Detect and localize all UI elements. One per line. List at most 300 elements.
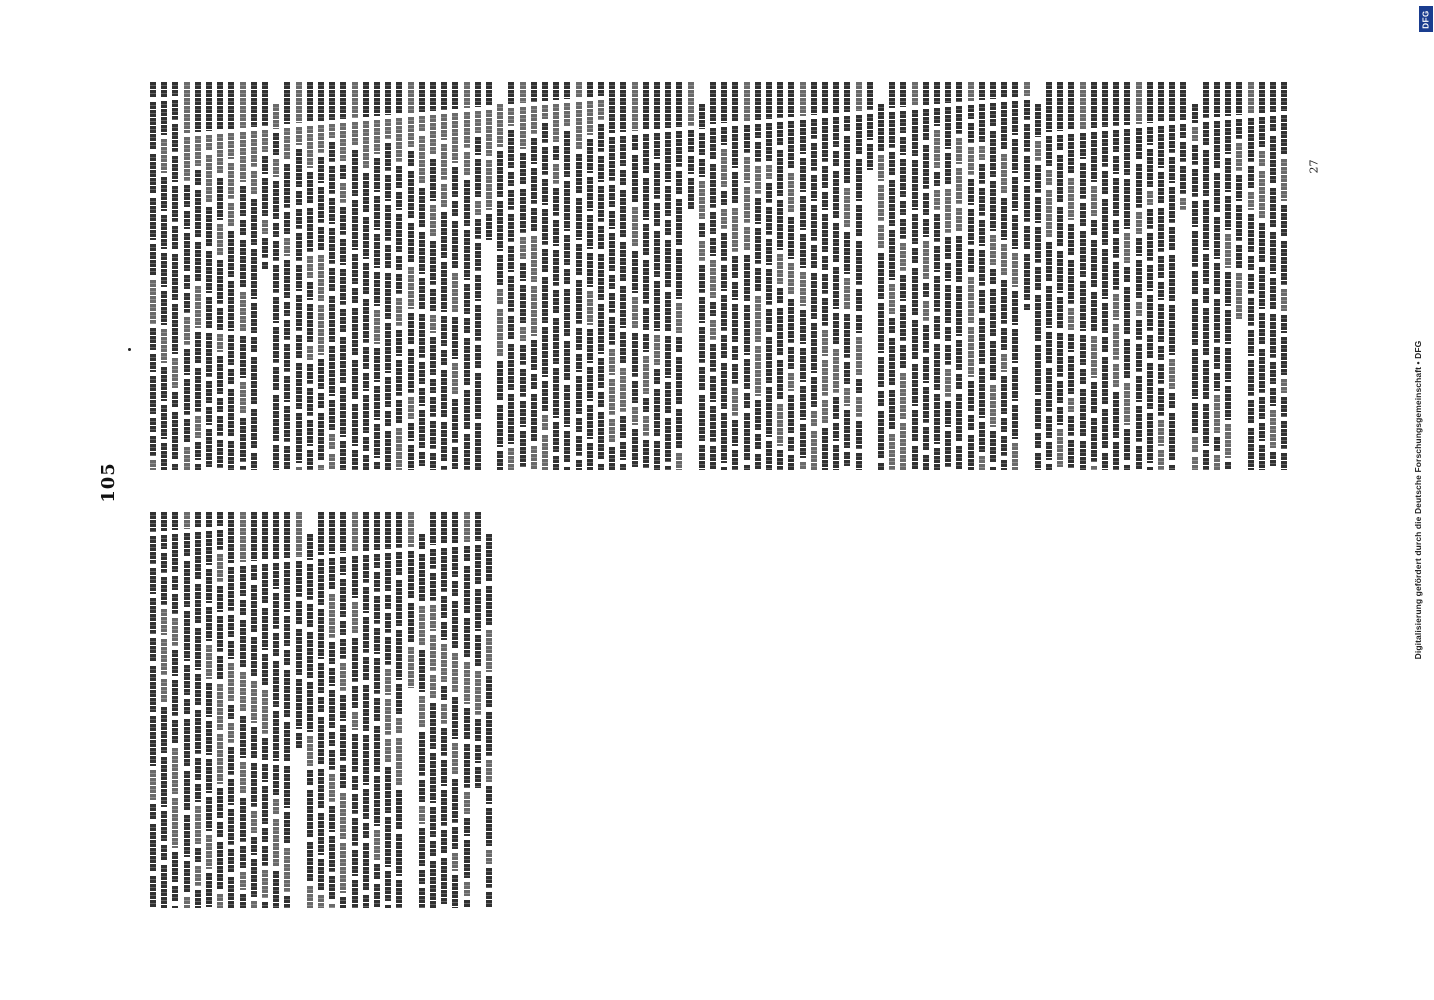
text-line-segment — [766, 82, 772, 119]
text-line-segment — [352, 512, 358, 552]
text-line-segment — [217, 178, 223, 220]
text-line-segment — [643, 134, 649, 174]
text-line-segment — [576, 418, 582, 432]
text-line-segment — [710, 344, 716, 372]
text-line-segment — [340, 207, 346, 235]
text-line-segment — [363, 437, 369, 451]
text-line-segment — [452, 273, 458, 313]
text-line-segment — [1091, 82, 1097, 128]
text-line-segment — [228, 389, 234, 437]
text-line-segment — [777, 254, 783, 284]
text-line-segment — [1214, 455, 1220, 470]
text-line-segment — [688, 82, 694, 126]
text-line-segment — [1281, 159, 1287, 201]
text-line-segment — [363, 121, 369, 169]
text-line-segment — [475, 767, 481, 788]
text-line-segment — [408, 349, 414, 393]
text-line-segment — [240, 872, 246, 890]
text-line-segment — [486, 868, 492, 888]
text-line-segment — [856, 205, 862, 237]
text-line-segment — [1057, 135, 1063, 151]
text-line-segment — [553, 368, 559, 418]
text-line-segment — [475, 201, 481, 215]
text-line-segment — [822, 400, 828, 424]
text-line-segment — [262, 764, 268, 782]
text-line-segment — [1136, 406, 1142, 442]
text-line-segment — [441, 144, 447, 180]
text-line-segment — [934, 214, 940, 242]
text-line-segment — [441, 82, 447, 110]
text-line-segment — [475, 589, 481, 631]
text-line-segment — [296, 265, 302, 291]
text-line-segment — [307, 126, 313, 168]
text-line-segment — [833, 223, 839, 263]
text-line-segment — [900, 219, 906, 239]
text-line-segment — [206, 531, 212, 565]
text-line-segment — [161, 679, 167, 703]
text-line-segment — [419, 116, 425, 132]
text-line-segment — [956, 106, 962, 134]
text-line-segment — [945, 82, 951, 103]
text-line-segment — [184, 719, 190, 767]
text-line-segment — [318, 227, 324, 251]
text-line-segment — [1270, 188, 1276, 228]
text-line-segment — [1248, 166, 1254, 188]
text-line-segment — [273, 395, 279, 441]
text-line-segment — [990, 103, 996, 127]
text-line-segment — [161, 215, 167, 249]
text-line-segment — [184, 861, 190, 893]
text-line-segment — [732, 126, 738, 168]
text-line-segment — [878, 225, 884, 249]
text-line-segment — [587, 367, 593, 401]
text-line-segment — [1068, 224, 1074, 256]
text-line-segment — [184, 533, 190, 557]
text-line-segment — [318, 359, 324, 389]
text-line-segment — [912, 82, 918, 106]
text-line-segment — [609, 419, 615, 443]
text-line-segment — [923, 301, 929, 321]
text-line-segment — [475, 671, 481, 715]
text-line-segment — [184, 512, 190, 529]
text-line-segment — [363, 555, 369, 583]
text-line-segment — [945, 431, 951, 467]
text-line-segment — [1001, 328, 1007, 350]
text-line-segment — [161, 139, 167, 173]
text-line-segment — [307, 886, 313, 908]
text-line-segment — [632, 82, 638, 131]
text-line-segment — [721, 295, 727, 331]
text-line-segment — [912, 214, 918, 244]
text-line-segment — [340, 82, 346, 119]
text-line-segment — [217, 512, 223, 526]
text-line-segment — [262, 738, 268, 760]
text-line-segment — [564, 103, 570, 127]
text-line-segment — [956, 374, 962, 390]
text-line-segment — [262, 870, 268, 898]
text-line-segment — [195, 628, 201, 670]
text-line-segment — [352, 288, 358, 304]
text-line-segment — [598, 186, 604, 222]
text-line-segment — [1169, 157, 1175, 183]
text-line-segment — [150, 154, 156, 194]
text-line-segment — [1091, 240, 1097, 288]
text-line-segment — [206, 797, 212, 831]
text-line-segment — [329, 434, 335, 450]
text-line-segment — [1046, 368, 1052, 412]
text-line-segment — [844, 452, 850, 466]
text-line-segment — [1001, 102, 1007, 150]
text-line-segment — [240, 466, 246, 470]
text-line-segment — [800, 234, 806, 268]
text-line-segment — [1046, 242, 1052, 282]
text-line-segment — [632, 155, 638, 203]
text-line-segment — [744, 413, 750, 461]
text-line-segment — [329, 400, 335, 430]
text-line-segment — [1113, 156, 1119, 174]
text-line-segment — [508, 394, 514, 444]
text-line-segment — [889, 390, 895, 430]
text-line-segment — [822, 298, 828, 326]
text-line-segment — [576, 354, 582, 372]
text-line-segment — [923, 283, 929, 297]
text-line-segment — [564, 82, 570, 99]
text-line-segment — [968, 179, 974, 205]
text-line-segment — [620, 368, 626, 412]
text-line-segment — [699, 159, 705, 177]
text-line-segment — [206, 135, 212, 151]
text-line-segment — [318, 663, 324, 693]
text-line-segment — [228, 641, 234, 659]
text-line-segment — [217, 398, 223, 412]
text-line-segment — [956, 236, 962, 282]
text-line-segment — [206, 429, 212, 467]
text-line-segment — [464, 618, 470, 658]
text-line-segment — [811, 377, 817, 407]
text-line-segment — [273, 367, 279, 391]
text-line-segment — [396, 298, 402, 326]
text-line-segment — [464, 662, 470, 704]
text-line-segment — [1080, 389, 1086, 437]
text-line-segment — [284, 376, 290, 402]
text-line-segment — [1281, 241, 1287, 285]
text-line-segment — [609, 211, 615, 229]
text-line-segment — [217, 416, 223, 436]
text-line-segment — [452, 875, 458, 908]
text-line-segment — [396, 274, 402, 294]
text-line-segment — [923, 325, 929, 353]
text-line-segment — [217, 586, 223, 612]
text-line-segment — [150, 666, 156, 712]
text-line-segment — [374, 628, 380, 654]
text-line-segment — [262, 608, 268, 650]
text-line-segment — [150, 102, 156, 150]
text-line-segment — [811, 175, 817, 201]
text-line-segment — [497, 151, 503, 197]
text-line-segment — [430, 241, 436, 285]
text-line-segment — [945, 237, 951, 259]
text-line-segment — [979, 164, 985, 184]
text-line-segment — [206, 873, 212, 907]
text-line-segment — [1203, 360, 1209, 400]
text-line-segment — [240, 846, 246, 868]
text-line-segment — [161, 405, 167, 439]
text-line-segment — [352, 150, 358, 196]
text-line-segment — [217, 334, 223, 352]
text-line-segment — [1225, 348, 1231, 382]
text-line-segment — [172, 392, 178, 408]
text-line-segment — [374, 120, 380, 154]
text-line-segment — [240, 240, 246, 288]
text-line-segment — [1035, 267, 1041, 291]
text-line-segment — [430, 753, 436, 803]
text-line-segment — [206, 512, 212, 527]
text-line-segment — [184, 897, 190, 908]
text-line-segment — [923, 455, 929, 470]
text-line-segment — [419, 650, 425, 692]
text-line-segment — [329, 142, 335, 162]
text-line-segment — [1248, 192, 1254, 210]
text-line-segment — [262, 82, 268, 126]
text-line-segment — [923, 109, 929, 141]
text-line-segment — [800, 462, 806, 470]
text-line-segment — [766, 269, 772, 305]
text-line-segment — [531, 106, 537, 134]
text-line-segment — [1102, 199, 1108, 245]
text-line-segment — [1035, 433, 1041, 449]
text-line-segment — [184, 137, 190, 181]
text-line-segment — [1091, 292, 1097, 332]
text-line-segment — [643, 356, 649, 394]
text-line-segment — [889, 318, 895, 334]
text-line-segment — [172, 412, 178, 460]
text-line-segment — [307, 172, 313, 204]
text-line-segment — [710, 446, 716, 470]
text-line-segment — [318, 717, 324, 765]
text-line-segment — [441, 184, 447, 208]
text-line-segment — [475, 111, 481, 133]
text-line-segment — [777, 122, 783, 146]
text-line-segment — [900, 275, 906, 301]
text-line-segment — [385, 905, 391, 908]
text-line-segment — [1024, 82, 1030, 96]
text-line-segment — [788, 395, 794, 433]
text-line-segment — [374, 572, 380, 592]
text-line-segment — [228, 441, 234, 470]
text-line-segment — [352, 638, 358, 682]
text-line-segment — [475, 719, 481, 741]
text-line-segment — [262, 902, 268, 908]
text-line-segment — [452, 653, 458, 693]
text-line-segment — [564, 181, 570, 231]
text-line-segment — [284, 164, 290, 208]
text-line-segment — [441, 350, 447, 366]
text-line-segment — [1057, 82, 1063, 131]
text-line-segment — [1214, 347, 1220, 369]
text-line-segment — [307, 256, 313, 278]
text-line-segment — [273, 765, 279, 795]
text-line-segment — [184, 447, 190, 470]
text-line-segment — [665, 132, 671, 182]
text-line-segment — [744, 227, 750, 251]
text-line-segment — [385, 323, 391, 373]
text-line-segment — [598, 124, 604, 152]
text-line-segment — [1214, 395, 1220, 433]
text-line-segment — [217, 308, 223, 330]
text-line-segment — [956, 82, 962, 102]
text-line-segment — [307, 364, 313, 384]
text-line-segment — [520, 369, 526, 397]
text-line-segment — [273, 512, 279, 559]
text-line-segment — [363, 657, 369, 681]
text-line-segment — [419, 888, 425, 908]
text-line-segment — [878, 411, 884, 459]
text-line-segment — [329, 228, 335, 264]
text-line-segment — [273, 661, 279, 707]
text-line-segment — [542, 105, 548, 119]
text-line-segment — [296, 733, 302, 748]
text-line-segment — [217, 530, 223, 550]
text-line-segment — [1158, 208, 1164, 252]
text-line-segment — [296, 127, 302, 145]
text-line-segment — [508, 344, 514, 390]
text-line-segment — [217, 440, 223, 468]
text-line-segment — [408, 313, 414, 345]
text-line-segment — [542, 435, 548, 470]
text-line-segment — [1214, 121, 1220, 169]
text-line-segment — [284, 896, 290, 908]
text-line-segment — [755, 124, 761, 138]
text-line-segment — [632, 381, 638, 403]
text-line-segment — [699, 395, 705, 441]
text-line-segment — [1236, 205, 1242, 241]
text-line-segment — [632, 135, 638, 151]
text-line-segment — [374, 348, 380, 382]
text-line-segment — [1147, 191, 1153, 205]
text-line-segment — [688, 156, 694, 174]
text-line-segment — [1192, 104, 1198, 123]
text-line-segment — [665, 82, 671, 128]
text-line-segment — [1147, 413, 1153, 463]
text-line-segment — [1214, 263, 1220, 295]
text-line-segment — [699, 445, 705, 470]
text-line-segment — [587, 82, 593, 97]
text-line-segment — [486, 808, 492, 846]
text-line-segment — [195, 866, 201, 886]
text-line-segment — [228, 809, 234, 845]
text-line-segment — [1080, 335, 1086, 365]
text-line-segment — [710, 406, 716, 442]
text-line-segment — [452, 743, 458, 775]
text-line-segment — [486, 786, 492, 804]
text-line-segment — [374, 864, 380, 880]
text-line-segment — [150, 460, 156, 470]
text-line-segment — [609, 349, 615, 375]
text-line-segment — [228, 877, 234, 908]
text-line-segment — [1001, 244, 1007, 276]
text-line-segment — [419, 780, 425, 802]
text-line-segment — [497, 201, 503, 251]
text-line-segment — [542, 277, 548, 323]
text-line-segment — [576, 460, 582, 470]
text-line-segment — [464, 792, 470, 814]
text-line-segment — [172, 534, 178, 572]
text-line-segment — [184, 349, 190, 375]
text-line-segment — [676, 337, 682, 353]
text-line-segment — [172, 304, 178, 354]
text-line-segment — [307, 682, 313, 732]
text-line-segment — [452, 399, 458, 443]
text-line-segment — [934, 448, 940, 470]
text-line-segment — [643, 398, 649, 412]
text-line-segment — [329, 594, 335, 638]
text-line-segment — [385, 175, 391, 201]
text-line-segment — [240, 716, 246, 758]
text-line-segment — [195, 848, 201, 862]
text-line-segment — [1057, 429, 1063, 467]
text-line-segment — [240, 418, 246, 462]
text-line-segment — [844, 410, 850, 448]
text-line-segment — [553, 250, 559, 286]
text-line-segment — [329, 296, 335, 342]
text-line-segment — [1158, 364, 1164, 384]
text-line-segment — [1225, 158, 1231, 192]
text-line-segment — [419, 232, 425, 274]
text-line-segment — [979, 368, 985, 418]
text-line-segment — [195, 584, 201, 624]
text-line-segment — [867, 82, 873, 110]
text-line-segment — [352, 686, 358, 708]
text-line-segment — [508, 82, 514, 104]
text-line-segment — [408, 82, 414, 113]
text-line-segment — [1046, 416, 1052, 438]
text-line-segment — [296, 335, 302, 359]
text-line-segment — [1236, 82, 1242, 115]
text-line-segment — [374, 82, 380, 116]
text-line-segment — [900, 201, 906, 215]
text-line-segment — [1124, 339, 1130, 379]
text-line-segment — [352, 360, 358, 400]
text-line-segment — [508, 190, 514, 210]
text-line-segment — [990, 385, 996, 427]
text-line-segment — [217, 684, 223, 730]
text-line-segment — [452, 447, 458, 469]
text-line-segment — [172, 100, 178, 120]
text-line-segment — [240, 382, 246, 414]
text-line-segment — [844, 388, 850, 406]
text-line-segment — [172, 650, 178, 676]
text-line-segment — [945, 369, 951, 397]
text-line-segment — [732, 208, 738, 252]
text-line-segment — [542, 249, 548, 273]
text-line-segment — [184, 185, 190, 207]
text-line-segment — [452, 601, 458, 649]
text-line-segment — [1169, 227, 1175, 251]
text-line-segment — [475, 137, 481, 155]
text-line-segment — [844, 136, 850, 184]
text-line-segment — [1158, 346, 1164, 360]
text-line-segment — [934, 276, 940, 312]
text-line-segment — [1024, 100, 1030, 120]
text-line-segment — [1214, 373, 1220, 391]
text-line-segment — [844, 278, 850, 310]
text-line-segment — [352, 200, 358, 250]
text-line-segment — [419, 362, 425, 384]
text-line-segment — [374, 884, 380, 908]
text-line-segment — [419, 606, 425, 646]
text-line-segment — [676, 453, 682, 470]
text-line-segment — [788, 217, 794, 259]
